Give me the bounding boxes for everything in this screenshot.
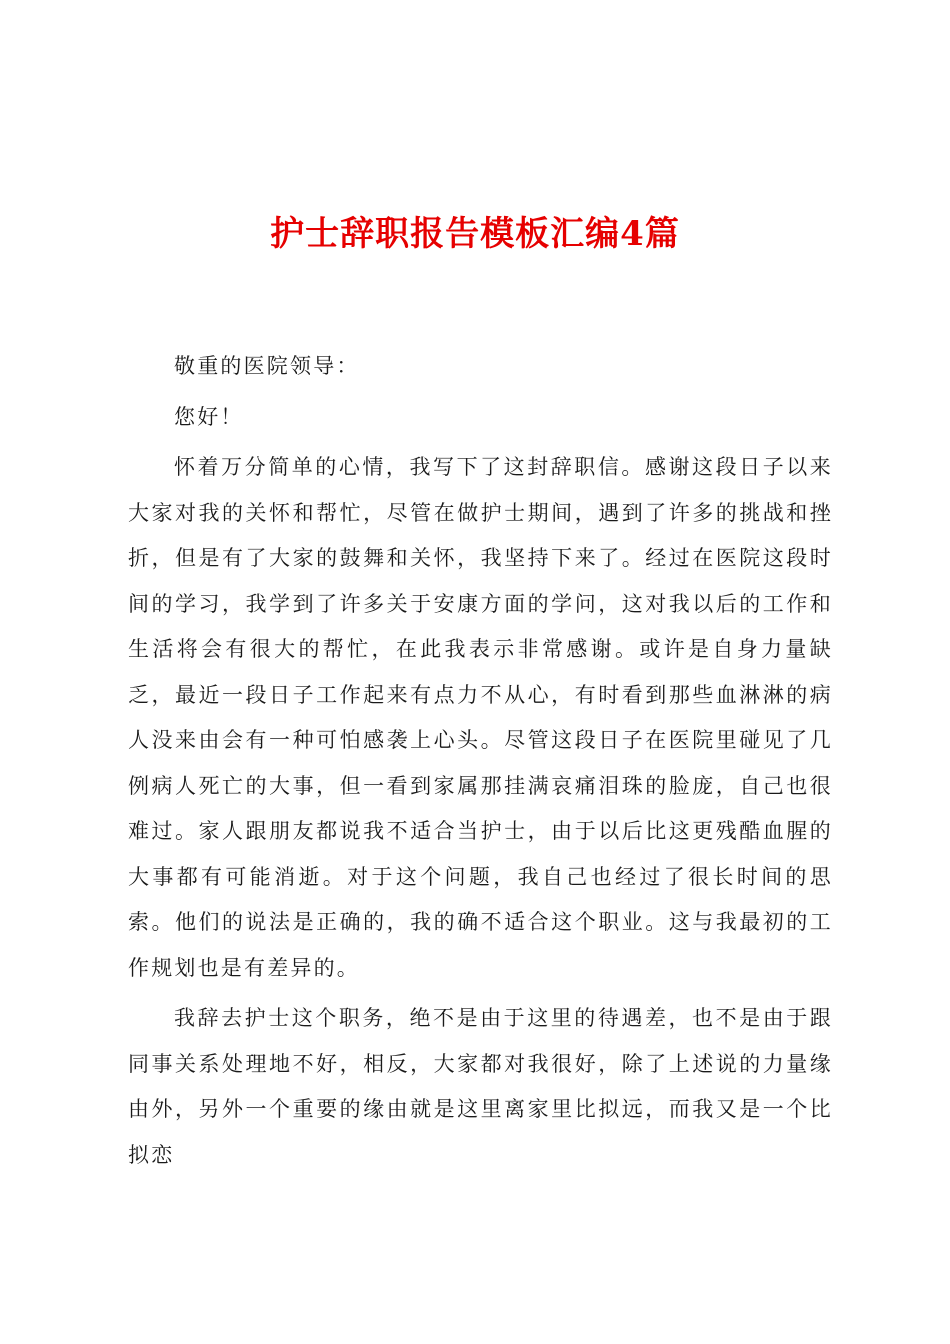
body-paragraph: 怀着万分简单的心情，我写下了这封辞职信。感谢这段日子以来大家对我的关怀和帮忙，尽管在做护士期间，遇到了许多的挑战和挫折，但是有了大家的鼓舞和关怀，我坚持下来了。经过在医院这段时间的学习，我学到了许多关于安康方面的学问，这对我以后的工作和生活将会有很大的帮忙，在此我表示非常感谢。或许是自身力量缺乏，最近一段日子工作起来有点力不从心，有时看到那些血淋淋的病人没来由会有一种可怕感袭上心头。尽管这段日子在医院里碰见了几例病人死亡的大事，但一看到家属那挂满哀痛泪珠的脸庞，自己也很难过。家人跟朋友都说我不适合当护士，由于以后比这更残酷血腥的大事都有可能消逝。对于这个问题，我自己也经过了很长时间的思索。他们的说法是正确的，我的确不适合这个职业。这与我最初的工作规划也是有差异的。 bbox=[128, 455, 833, 980]
body-paragraph: 我辞去护士这个职务，绝不是由于这里的待遇差，也不是由于跟同事关系处理地不好，相反，大家都对我很好，除了上述说的力量缘由外，另外一个重要的缘由就是这里离家里比拟远，而我又是一个比拟恋 bbox=[128, 1006, 833, 1167]
greeting: 您好！ bbox=[174, 404, 244, 429]
document-title: 护士辞职报告模板汇编4篇 bbox=[270, 214, 680, 254]
salutation: 敬重的医院领导： bbox=[174, 354, 360, 378]
document-body bbox=[128, 344, 833, 1183]
